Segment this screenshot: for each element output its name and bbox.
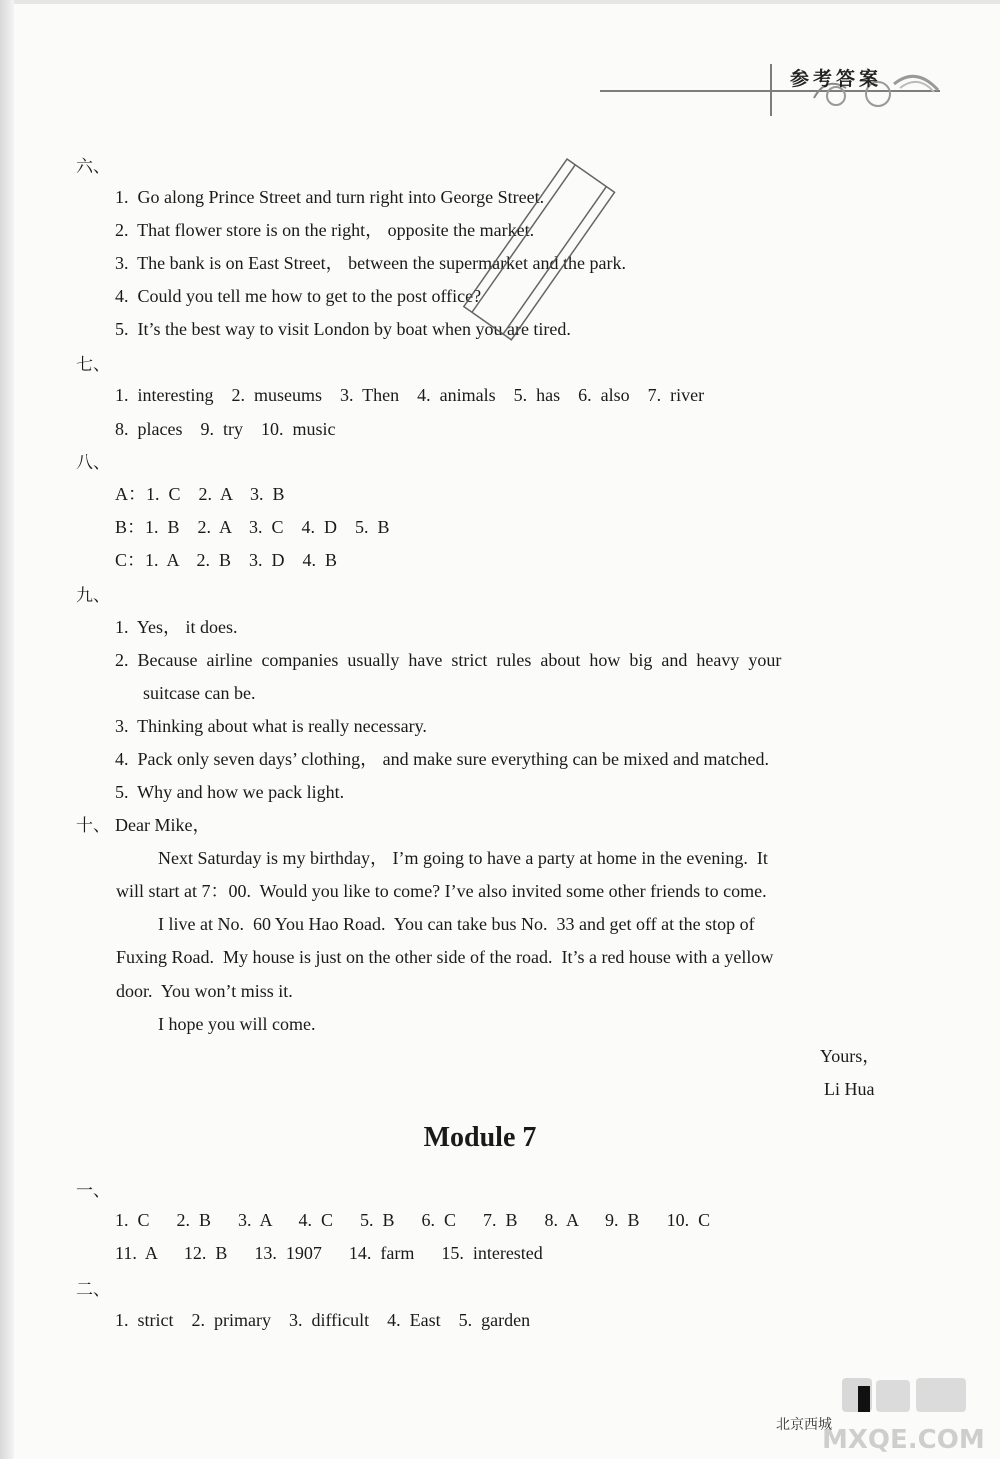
- section-8-part-c: C：1. A 2. B 3. D 4. B: [115, 550, 338, 570]
- section-9-item-2: 2. Because airline companies usually have strict rules about how big and heavy your: [115, 650, 782, 670]
- header-title: 参考答案: [790, 68, 883, 90]
- letter-para-2a: I live at No. 60 You Hao Road. You can take bus No. 33 and get off at the stop of: [158, 914, 755, 934]
- svg-text:MXQE.COM: MXQE.COM: [822, 1425, 985, 1454]
- module-section-1-line-1: 1. C 2. B 3. A 4. C 5. B 6. C 7. B 8. A 9. B 10. C: [115, 1210, 711, 1230]
- section-6-item-5: 5. It’s the best way to visit London by boat when you are tired.: [115, 319, 571, 339]
- section-6-item-2: 2. That flower store is on the right， opposite the market.: [115, 220, 535, 240]
- section-6-item-4: 4. Could you tell me how to get to the post office?: [115, 286, 482, 306]
- mxqe-watermark-logo: [812, 1374, 1000, 1454]
- section-7-label: 七、: [76, 355, 110, 375]
- module-title: Module 7: [423, 1122, 537, 1153]
- letter-para-2c: door. You won’t miss it.: [116, 981, 293, 1001]
- letter-closing: Yours，: [820, 1046, 881, 1066]
- section-9-item-4: 4. Pack only seven days’ clothing， and make sure everything can be mixed and matched.: [115, 749, 769, 769]
- section-6-item-1: 1. Go along Prince Street and turn right into George Street.: [115, 187, 545, 207]
- letter-para-2b: Fuxing Road. My house is just on the other side of the road. It’s a red house with a yellow: [116, 947, 774, 967]
- module-section-1-line-2: 11. A 12. B 13. 1907 14. farm 15. interested: [115, 1243, 543, 1263]
- section-7-line-1: 1. interesting 2. museums 3. Then 4. animals 5. has 6. also 7. river: [115, 385, 705, 405]
- stamp-watermark-icon: [440, 150, 640, 350]
- footer-publisher: 北京西城: [776, 1417, 832, 1433]
- section-8-part-b: B：1. B 2. A 3. C 4. D 5. B: [115, 517, 390, 537]
- module-section-2-line-1: 1. strict 2. primary 3. difficult 4. East 5. garden: [115, 1310, 531, 1330]
- section-6-item-3: 3. The bank is on East Street， between the supermarket and the park.: [115, 253, 627, 273]
- module-section-2-label: 二、: [76, 1280, 110, 1300]
- letter-greeting: Dear Mike，: [115, 815, 211, 835]
- section-10-label: 十、: [76, 816, 110, 836]
- section-9-item-2-cont: suitcase can be.: [143, 683, 256, 703]
- letter-signature: Li Hua: [824, 1079, 875, 1099]
- section-8-part-a: A：1. C 2. A 3. B: [115, 484, 285, 504]
- section-9-item-1: 1. Yes， it does.: [115, 617, 238, 637]
- page-top-edge: [14, 0, 1000, 4]
- header-divider: [770, 64, 772, 116]
- section-6-label: 六、: [76, 157, 110, 177]
- section-8-label: 八、: [76, 453, 110, 473]
- section-9-item-3: 3. Thinking about what is really necessary.: [115, 716, 427, 736]
- module-section-1-label: 一、: [76, 1181, 110, 1201]
- section-7-line-2: 8. places 9. try 10. music: [115, 419, 336, 439]
- letter-para-3: I hope you will come.: [158, 1014, 316, 1034]
- letter-para-1a: Next Saturday is my birthday， I’m going to have a party at home in the evening. It: [158, 848, 768, 868]
- letter-para-1b: will start at 7：00. Would you like to come? I’ve also invited some other friends to come.: [116, 881, 767, 901]
- section-9-label: 九、: [76, 586, 110, 606]
- section-9-item-5: 5. Why and how we pack light.: [115, 782, 345, 802]
- page-left-edge: [0, 0, 14, 1459]
